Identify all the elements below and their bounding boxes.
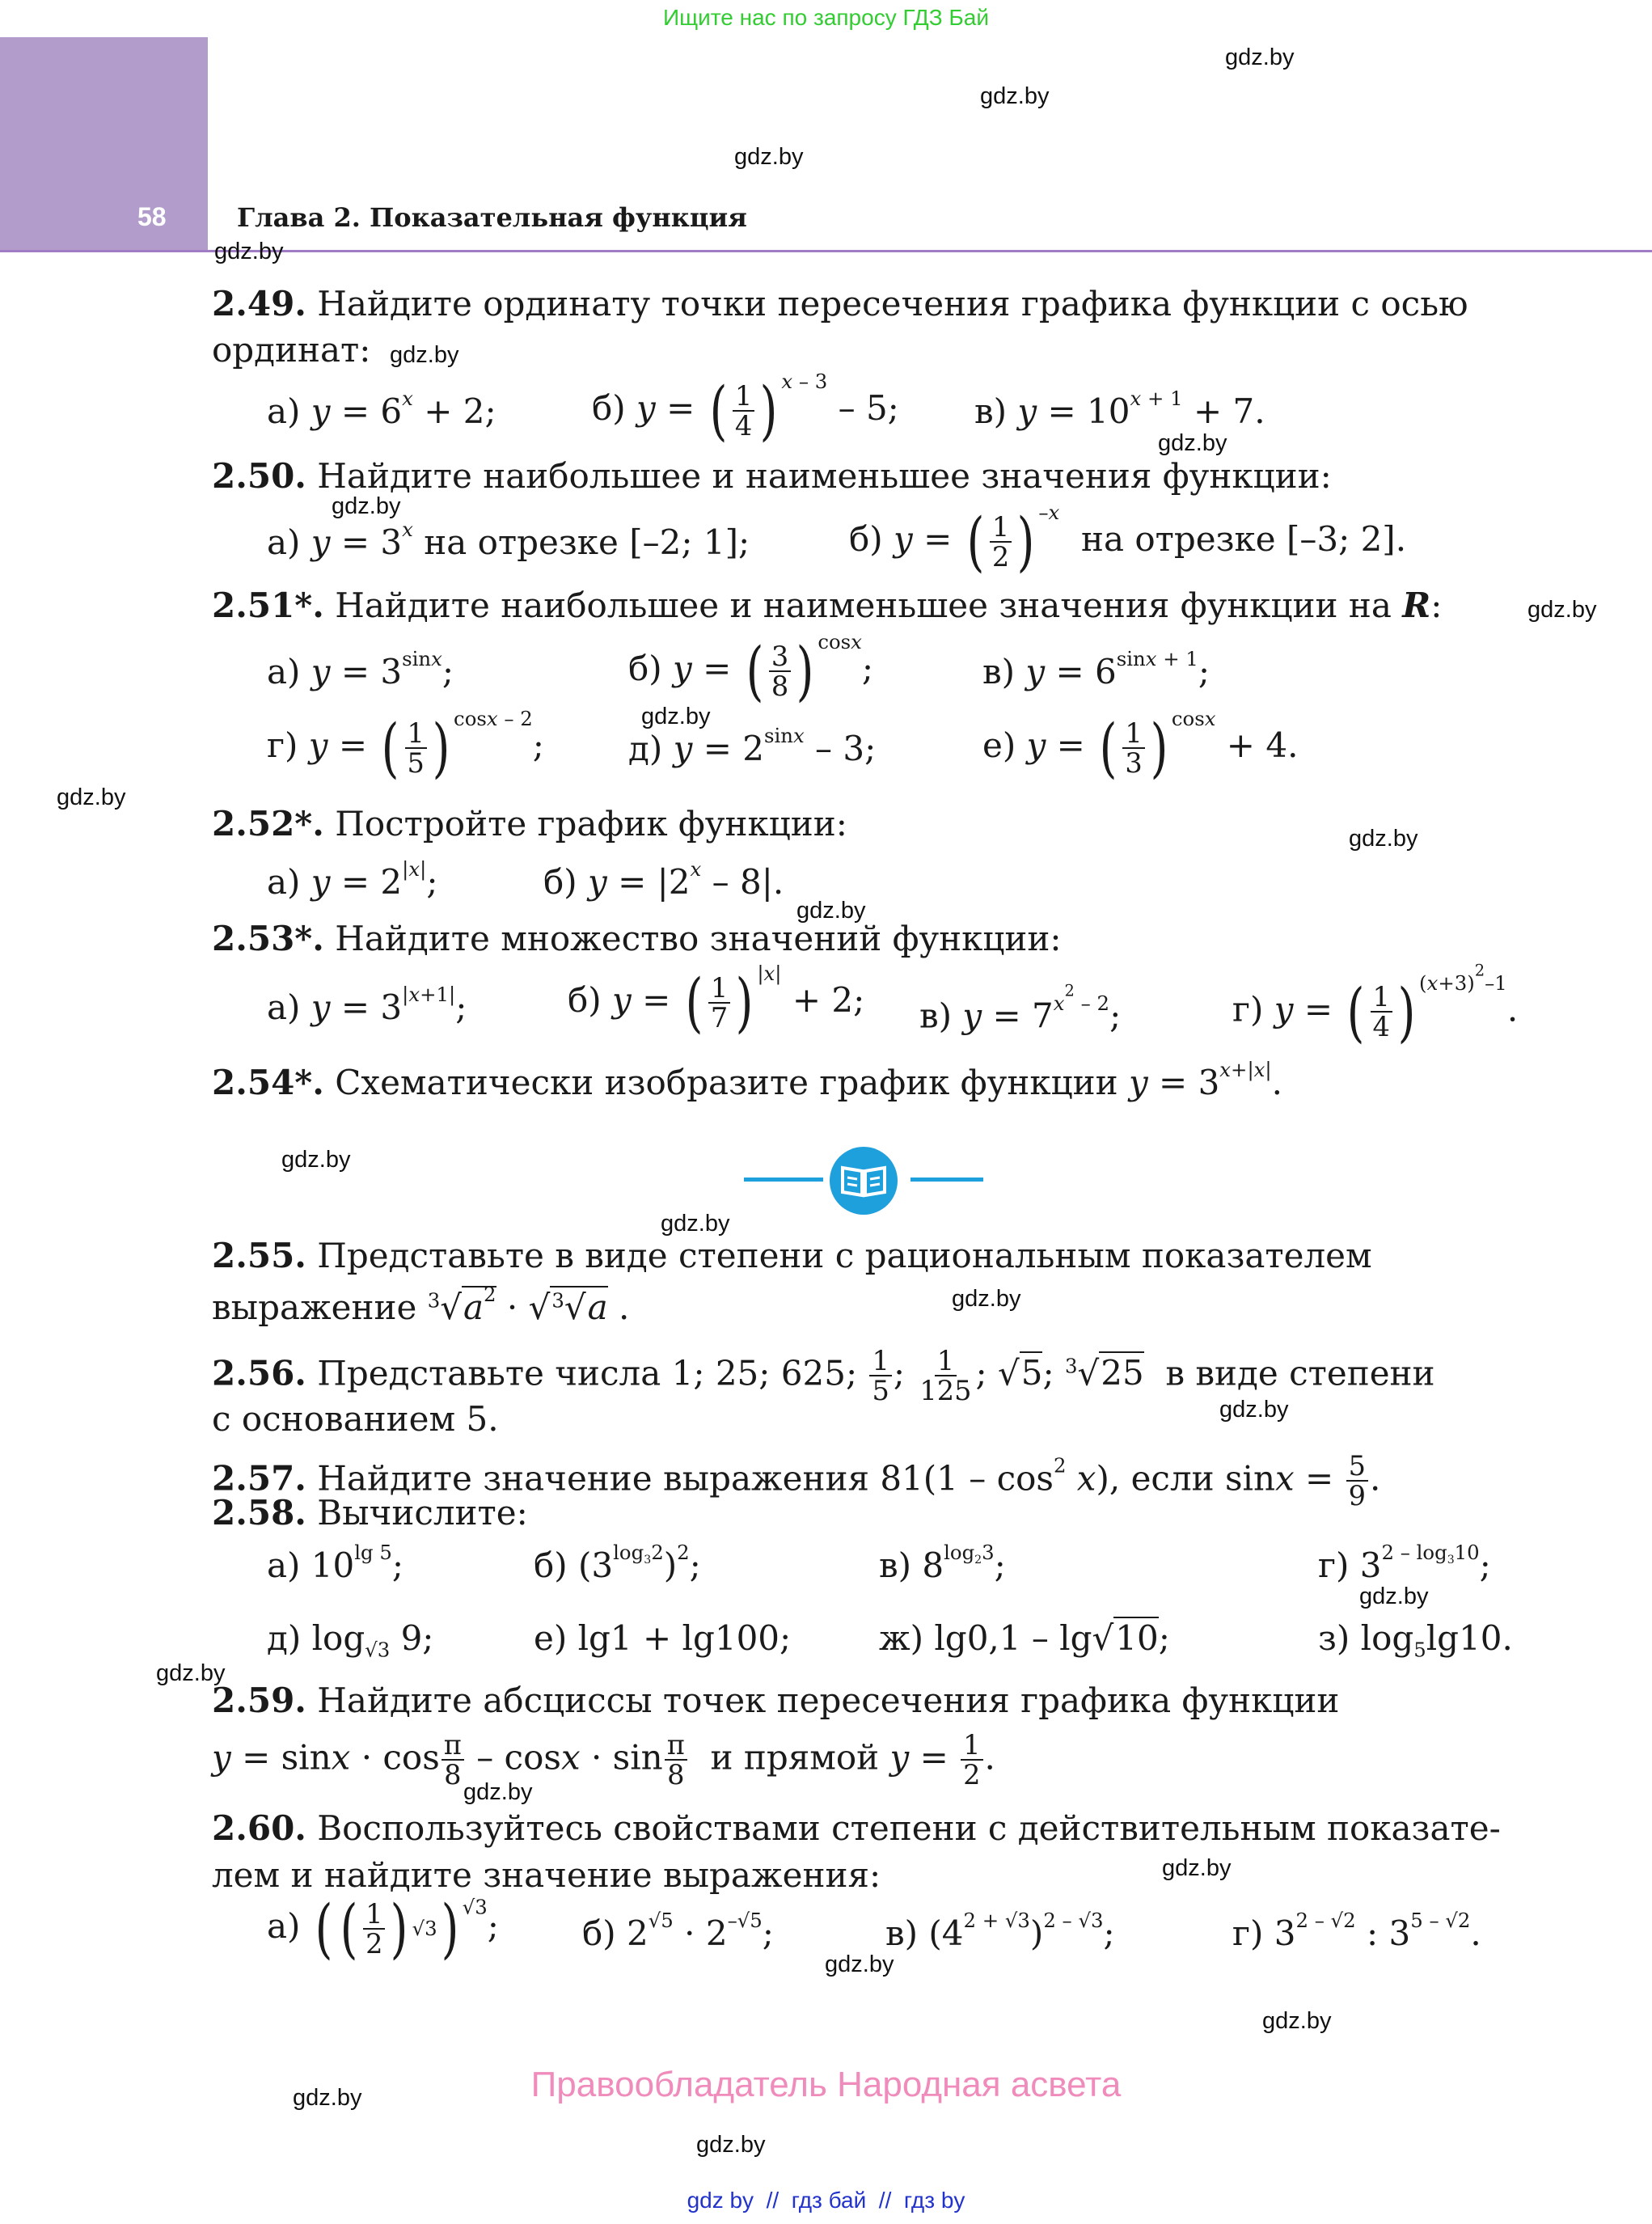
watermark: gdz.by [1262,2008,1332,2034]
item-g: ж) lg0,1 – lg√10; [879,1618,1170,1658]
item-a: а) $y = 3^{sinx}$; [267,647,454,691]
task-2-52-items [212,857,1522,914]
section-divider [744,1178,823,1182]
task-2-55-line2: выражение $^3√a^2 \cdot √^3√a$ . [212,1283,630,1327]
item-c: в) $(4^{2 + √3})^{2 - √3}$; [885,1909,1115,1953]
watermark: gdz.by [214,239,284,264]
section-divider [911,1178,983,1182]
watermark: gdz.by [293,2085,362,2111]
watermark: gdz.by [1527,597,1597,623]
item-f: е) lg1 + lg100; [534,1618,792,1658]
watermark: gdz.by [390,342,459,368]
task-2-51: 2.51*. Найдите наибольшее и наименьшее значения функции на R: [212,586,1443,625]
item-b: б) $y = |2^x - 8|$. [543,857,784,902]
watermark: gdz.by [332,493,401,519]
watermark: gdz.by [952,1286,1021,1312]
item-a: а) $y = 3^{|x+1|}$; [267,983,467,1027]
watermark: gdz.by [980,83,1050,109]
task-2-49-line2: ординат: [212,330,371,370]
item-d: г) y = ( $\frac{1}{5}$ ) $^{cosx - 2}$; [267,706,544,785]
task-2-58-items-2 [212,1618,1522,1670]
task-2-55: 2.55. Представьте в виде степени с рациональным показателем [212,1236,1372,1275]
copyright-notice: Правообладатель Народная асвета [530,2065,1122,2104]
item-b: б) y = ( $\frac{1}{2}$ ) $^{-x}$ на отрезке [–3; 2]. [849,500,1407,579]
watermark: gdz.by [1158,430,1227,456]
page-tab [0,37,208,252]
page-number: 58 [137,202,167,231]
watermark: gdz.by [1349,826,1418,852]
item-b: б) y = ( $\frac{1}{7}$ ) $^{|x|}$ + 2; [568,961,865,1040]
top-banner[interactable]: Ищите нас по запросу ГДЗ Бай [662,5,990,30]
item-c: в) $y = 6^{sinx + 1}$; [982,647,1210,691]
item-b: б) y = ( $\frac{3}{8}$ ) $^{cosx}$; [628,629,874,708]
watermark: gdz.by [1225,44,1295,70]
item-a: а) $y = 6^x + 2$; [267,387,496,431]
watermark: gdz.by [661,1211,730,1237]
task-2-60: 2.60. Воспользуйтесь свойствами степени с действительным показате- [212,1808,1501,1848]
open-book-icon [830,1147,898,1215]
item-a: а) $y = 3^x$ на отрезке [–2; 1]; [267,518,750,562]
item-d: г) y = ( $\frac{1}{4}$ ) $^{(x+3)^2-1}$. [1232,961,1519,1050]
watermark: gdz.by [281,1147,351,1173]
task-2-56: 2.56. Представьте числа 1; 25; 625; $\frac{1}{5}$ ; $\frac{1}{125}$ ; √5; $^3$√25 в виде степени [212,1345,1435,1407]
item-a: а) $y = 2^{|x|}$; [267,857,438,902]
chapter-title: Глава 2. Показательная функция [237,202,747,233]
task-2-53-items [212,961,1522,1050]
task-2-53: 2.53*. Найдите множество значений функции: [212,919,1062,958]
item-a: а) $10^{lg 5}$; [267,1541,404,1585]
watermark: gdz.by [463,1779,533,1805]
task-2-49-items [212,369,1522,448]
item-d: г) $3^{2 - log_310}$; [1318,1541,1491,1585]
item-b: б) $2^{√5} \cdot 2^{-√5}$; [582,1909,774,1953]
item-b: б) y = ( $\frac{1}{4}$ ) $^{x - 3}$ – 5; [592,369,899,448]
task-2-59-line2: y = sinx · cos $\frac{\pi}{8}$ – cosx · sin $\frac{\pi}{8}$ и прямой y = $\frac{1}{2}$ . [212,1729,995,1791]
task-2-50: 2.50. Найдите наибольшее и наименьшее значения функции: [212,456,1332,496]
task-2-51-items-2 [212,706,1522,785]
watermark: gdz.by [696,2132,766,2158]
item-c: в) $y = 7^{x^2 - 2}$; [919,981,1122,1036]
item-b: б) $(3^{log_32})^2$; [534,1541,701,1585]
item-f: е) y = ( $\frac{1}{3}$ ) $^{cosx}$ + 4. [982,706,1299,785]
task-2-60-line2: лем и найдите значение выражения: [212,1855,881,1895]
footer-links[interactable]: gdz by // гдз бай // гдз by [687,2188,965,2213]
task-2-58-items-1 [212,1541,1522,1597]
task-2-49: 2.49. Найдите ординату точки пересечения графика функции с осью [212,284,1468,323]
watermark: gdz.by [825,1951,894,1977]
item-c: в) $8^{log_23}$; [879,1541,1006,1585]
task-2-57: 2.57. Найдите значение выражения $81(1 - \cos^2 x)$, если sinx = $\frac{5}{9}$ . [212,1450,1381,1512]
task-2-56-line2: с основанием 5. [212,1399,499,1439]
watermark: gdz.by [734,144,804,170]
task-2-52: 2.52*. Постройте график функции: [212,804,847,844]
task-2-54: 2.54*. Схематически изобразите график функции $y = 3^{x+|x|}$. [212,1058,1282,1102]
watermark: gdz.by [1219,1397,1289,1423]
item-e: д) $\log_{√3} 9$; [267,1618,434,1662]
watermark: gdz.by [1359,1583,1429,1609]
task-2-51-items-1 [212,629,1522,708]
watermark: gdz.by [57,784,126,810]
task-2-58: 2.58. Вычислите: [212,1493,528,1533]
item-d: г) $3^{2 - √2}$ : $3^{5 - √2}$. [1232,1909,1481,1953]
item-c: в) $y = 10^{x + 1} + 7$. [974,387,1265,431]
task-2-60-items [212,1891,1522,1969]
item-e: д) $y = 2^{sinx} - 3$; [628,724,877,768]
watermark: gdz.by [1162,1855,1232,1881]
watermark: gdz.by [156,1660,226,1686]
item-a: а) ( ( $\frac{1}{2}$ ) √3 ) $^{√3}$; [267,1891,499,1966]
item-h: з) $\log_5\lg 10$. [1318,1618,1513,1662]
watermark: gdz.by [641,704,711,729]
task-2-59: 2.59. Найдите абсциссы точек пересечения графика функции [212,1681,1340,1720]
watermark: gdz.by [796,898,866,924]
